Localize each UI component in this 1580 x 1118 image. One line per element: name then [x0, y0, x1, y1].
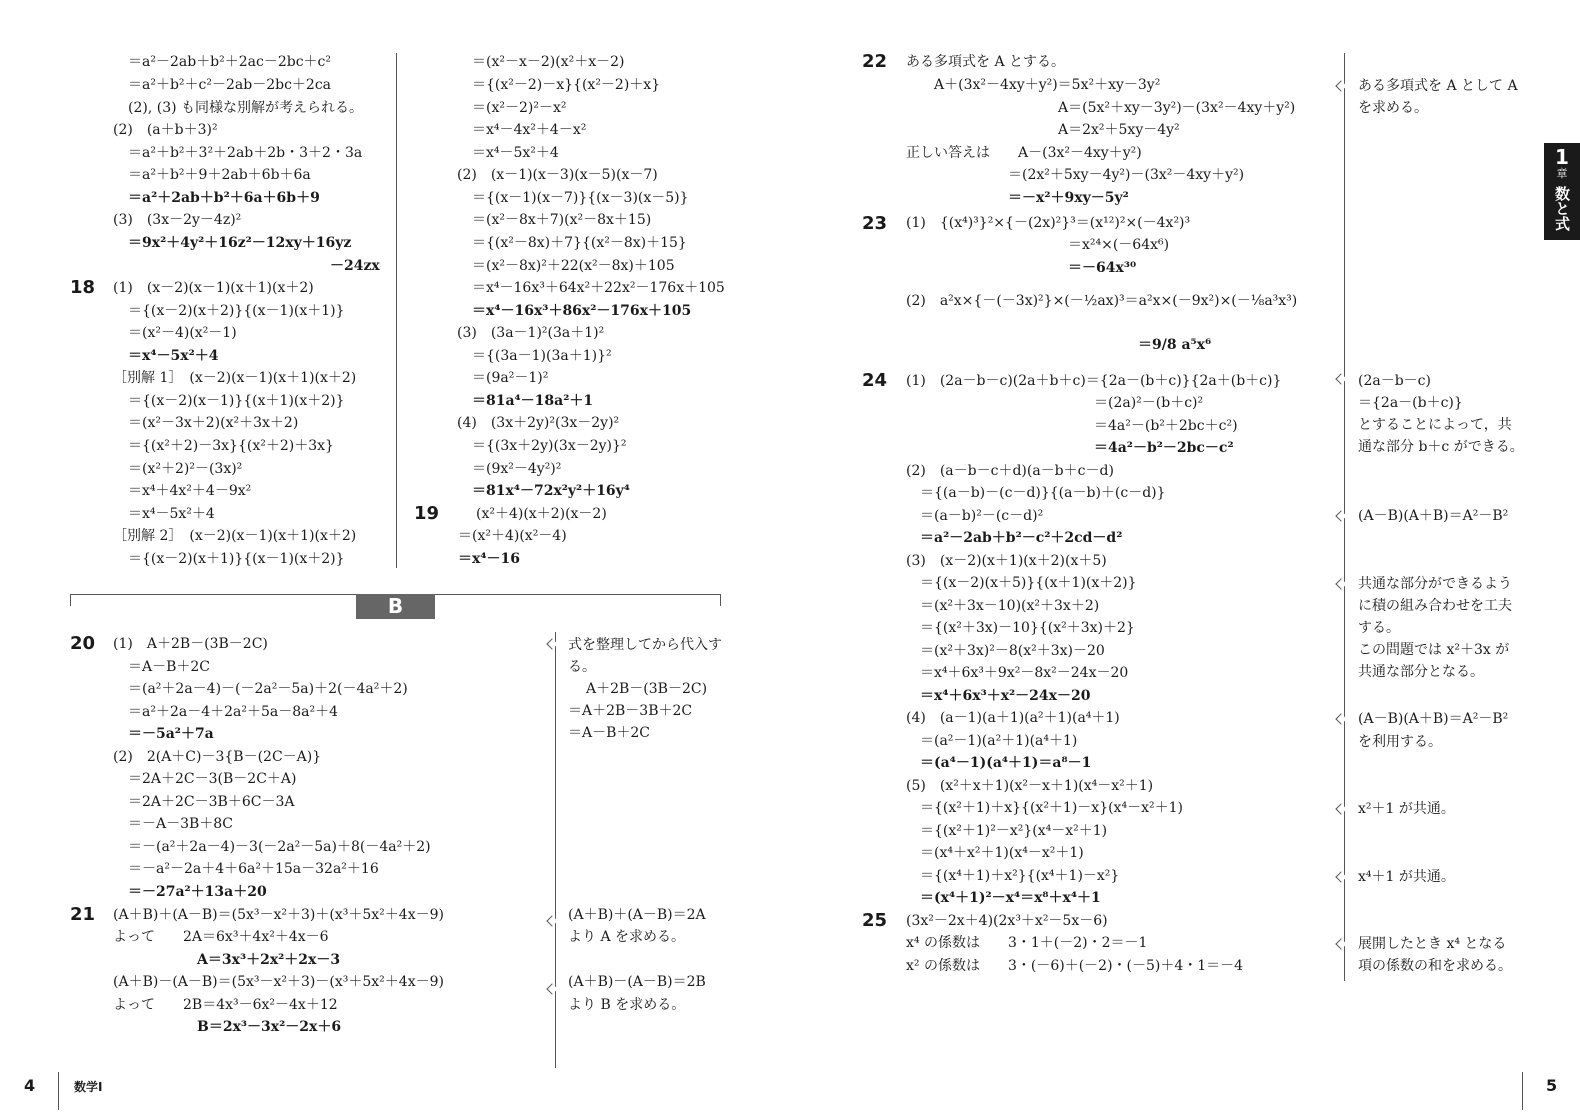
p17-line: ＝a²＋b²＋3²＋2ab＋2b・3＋2・3a [128, 145, 363, 161]
p21-line: (A＋B)－(A－B)＝(5x³－x²＋3)－(x³＋5x²＋4x－9) [113, 974, 444, 990]
p24-answer: ＝(x⁴＋1)²－x⁴＝x⁸＋x⁴＋1 [920, 890, 1101, 906]
p18b-line: ＝{(x²－2)－x}{(x²－2)＋x} [472, 77, 661, 93]
p18-line: ＝(x²＋2)²－(3x)² [128, 461, 243, 477]
p18b-line: ＝{(x²－8x)＋7}{(x²－8x)＋15} [472, 235, 687, 251]
section-rule-tick-right [720, 594, 721, 606]
p18b-line: ＝(x²－8x)²＋22(x²－8x)＋105 [472, 258, 675, 274]
p22-line: ある多項式を A とする。 [906, 54, 1066, 70]
p20-note: ＝A＋2B－3B＋2C [568, 703, 693, 719]
p24-note: x²＋1 が共通。 [1358, 801, 1455, 817]
p21-note: (A＋B)－(A－B)＝2B [568, 974, 706, 990]
p25-line: (3x²－2x＋4)(2x³＋x²－5x－6) [906, 913, 1108, 929]
p25-line: x⁴ の係数は 3・1＋(－2)・2＝－1 [906, 935, 1148, 951]
p21-note: より B を求める。 [568, 997, 686, 1013]
p19-line: (x²＋4)(x＋2)(x－2) [476, 506, 607, 522]
p24-note: x⁴＋1 が共通。 [1358, 869, 1455, 885]
p20-line: ＝－A－3B＋8C [128, 816, 233, 832]
p18-line: ＝{(x－2)(x＋2)}{(x－1)(x＋1)} [128, 303, 345, 319]
problem-number: 21 [70, 904, 96, 925]
p24-note: とすることによって，共 [1358, 417, 1512, 433]
p24-line: ＝{(x²＋3x)－10}{(x²＋3x)＋2} [920, 620, 1135, 636]
p24-line: ＝x⁴＋6x³＋9x²－8x²－24x－20 [920, 665, 1129, 681]
p17-answer: ＝a²＋2ab＋b²＋6a＋6b＋9 [128, 190, 320, 206]
subject-label: 数学Ⅰ [74, 1080, 103, 1094]
p25-note: 展開したとき x⁴ となる [1358, 936, 1507, 952]
p18b-line: (2) (x－1)(x－3)(x－5)(x－7) [457, 167, 658, 183]
p18b-line: ＝(x²－2)²－x² [472, 100, 567, 116]
chapter-tab [1544, 143, 1580, 240]
p25-line: x² の係数は 3・(－6)＋(－2)・(－5)＋4・1＝－4 [906, 958, 1244, 974]
p18-line: ［別解 1］ (x－2)(x－1)(x＋1)(x＋2) [113, 370, 357, 386]
p17-line: (2), (3) も同様な別解が考えられる。 [128, 100, 364, 116]
p20-line: ＝a²＋2a－4＋2a²＋5a－8a²＋4 [128, 704, 339, 720]
section-label: B [356, 594, 435, 619]
p18-answer: ＝x⁴－5x²＋4 [128, 348, 219, 364]
p20-note: ＝A－B＋2C [568, 725, 651, 741]
p22-line: ＝(2x²＋5xy－4y²)－(3x²－4xy＋y²) [1008, 167, 1245, 183]
p22-line: A＋(3x²－4xy＋y²)＝5x²＋xy－3y² [934, 77, 1161, 93]
p24-line: ＝(2a)²－(b＋c)² [1094, 395, 1204, 411]
problem-number: 19 [414, 503, 440, 524]
p20-line: ＝2A＋2C－3(B－2C＋A) [128, 771, 297, 787]
p20-line: (2) 2(A＋C)－3{B－(2C－A)} [113, 749, 322, 765]
p18b-answer: ＝x⁴－16x³＋86x²－176x＋105 [472, 303, 692, 319]
p24-line: ＝4a²－(b²＋2bc＋c²) [1094, 418, 1238, 434]
p21-line: よって 2B＝4x³－6x²－4x＋12 [113, 997, 338, 1013]
p20-note: A＋2B－(3B－2C) [586, 681, 708, 697]
p19-line: ＝(x²＋4)(x²－4) [458, 528, 567, 544]
p24-line: ＝{(x⁴＋1)＋x²}{(x⁴＋1)－x²} [920, 868, 1120, 884]
p18b-line: ＝{(3a－1)(3a＋1)}² [472, 348, 612, 364]
p24-line: (2) (a－b－c＋d)(a－b＋c－d) [906, 463, 1114, 479]
p20-note: 式を整理してから代入す [568, 637, 722, 653]
p22-line: A＝2x²＋5xy－4y² [1058, 122, 1180, 138]
p18b-line: (4) (3x＋2y)²(3x－2y)² [457, 415, 620, 431]
p24-line: (3) (x－2)(x＋1)(x＋2)(x＋5) [906, 553, 1107, 569]
p18b-line: ＝x⁴－16x³＋64x²＋22x²－176x＋105 [472, 280, 725, 296]
p22-note: を求める。 [1358, 100, 1428, 116]
p18-line: ＝(x²－4)(x²－1) [128, 325, 237, 341]
problem-number: 24 [862, 370, 888, 391]
p19-answer: ＝x⁴－16 [458, 551, 520, 567]
p24-note: この問題では x²＋3x が [1358, 642, 1510, 658]
section-rule-tick-left [70, 594, 71, 606]
p23-answer: ＝－64x³⁰ [1068, 260, 1137, 276]
p24-line: (4) (a－1)(a＋1)(a²＋1)(a⁴＋1) [906, 710, 1120, 726]
p18b-line: ＝x⁴－4x²＋4－x² [472, 122, 587, 138]
p21-answer: B＝2x³－3x²－2x＋6 [197, 1019, 342, 1035]
p18b-line: ＝(x²－8x＋7)(x²－8x＋15) [472, 212, 652, 228]
p23-line: ＝x²⁴×(－64x⁶) [1068, 237, 1170, 253]
p18-line: ＝{(x²＋2)－3x}{(x²＋2)＋3x} [128, 438, 334, 454]
p23-line: (1) {(x⁴)³}²×{－(2x)²}³＝(x¹²)²×(－4x²)³ [906, 215, 1191, 231]
p24-line: ＝{(x²＋1)＋x}{(x²＋1)－x}(x⁴－x²＋1) [920, 800, 1183, 816]
p24-answer: ＝4a²－b²－2bc－c² [1094, 440, 1234, 456]
p18-line: ［別解 2］ (x－2)(x－1)(x＋1)(x＋2) [113, 528, 357, 544]
p20-line: ＝(a²＋2a－4)－(－2a²－5a)＋2(－4a²＋2) [128, 681, 408, 697]
p24-line: ＝(a－b)²－(c－d)² [920, 508, 1044, 524]
problem-number: 20 [70, 633, 96, 654]
p18b-line: ＝{(x－1)(x－7)}{(x－3)(x－5)} [472, 190, 689, 206]
p24-line: ＝{(x²＋1)²－x²}(x⁴－x²＋1) [920, 823, 1108, 839]
page-number-left: 4 [24, 1076, 36, 1095]
p20-line: (1) A＋2B－(3B－2C) [113, 636, 268, 652]
footer-divider-right [1522, 1072, 1523, 1110]
p25-note: 項の係数の和を求める。 [1358, 958, 1512, 974]
p21-note: (A＋B)＋(A－B)＝2A [568, 907, 706, 923]
p24-line: (1) (2a－b－c)(2a＋b＋c)＝{2a－(b＋c)}{2a＋(b＋c)} [906, 373, 1282, 389]
p18b-answer: ＝81a⁴－18a²＋1 [472, 393, 594, 409]
p20-line: ＝2A＋2C－3B＋6C－3A [128, 794, 295, 810]
section-rule-right [435, 594, 721, 595]
p24-note: 通な部分 b＋c ができる。 [1358, 439, 1524, 455]
footer-divider-left [58, 1072, 59, 1110]
p18b-answer: ＝81x⁴－72x²y²＋16y⁴ [472, 483, 630, 499]
p20-answer: ＝－27a²＋13a＋20 [128, 884, 267, 900]
p22-note: ある多項式を A として A [1358, 78, 1518, 94]
p24-note: (A－B)(A＋B)＝A²－B² [1358, 711, 1509, 727]
p17-line: ＝a²＋b²＋c²－2ab－2bc＋2ca [128, 77, 332, 93]
p24-note: に積の組み合わせを工夫 [1358, 598, 1512, 614]
p18-line: ＝x⁴－5x²＋4 [128, 506, 215, 522]
p22-line: 正しい答えは A－(3x²－4xy＋y²) [906, 145, 1142, 161]
p18-line: ＝{(x－2)(x＋1)}{(x－1)(x＋2)} [128, 551, 345, 567]
section-rule-left [70, 594, 356, 595]
p24-line: ＝(x²＋3x－10)(x²＋3x＋2) [920, 598, 1100, 614]
p22-line: A＝(5x²＋xy－3y²)－(3x²－4xy＋y²) [1058, 100, 1296, 116]
chapter-number: 1 [1555, 145, 1569, 169]
p20-answer: ＝－5a²＋7a [128, 726, 214, 742]
p18-line: ＝{(x－2)(x－1)}{(x＋1)(x＋2)} [128, 393, 345, 409]
p20-line: ＝－a²－2a＋4＋6a²＋15a－32a²＋16 [128, 861, 379, 877]
note-divider-left [555, 632, 556, 1068]
p20-note: る。 [568, 659, 596, 675]
problem-number: 23 [862, 213, 888, 234]
p24-answer: ＝x⁴＋6x³＋x²－24x－20 [920, 688, 1091, 704]
problem-number: 18 [70, 277, 96, 298]
p24-line: (5) (x²＋x＋1)(x²－x＋1)(x⁴－x²＋1) [906, 778, 1154, 794]
p17-line: (2) (a＋b＋3)² [113, 122, 218, 138]
p24-line: ＝(x⁴＋x²＋1)(x⁴－x²＋1) [920, 845, 1084, 861]
p18b-line: ＝(x²－x－2)(x²＋x－2) [472, 54, 625, 70]
p21-note: より A を求める。 [568, 929, 686, 945]
p18-line: ＝x⁴＋4x²＋4－9x² [128, 483, 252, 499]
p20-line: ＝A－B＋2C [128, 659, 211, 675]
p17-answer: －24zx [330, 258, 380, 274]
p21-line: よって 2A＝6x³＋4x²＋4x－6 [113, 929, 329, 945]
p21-line: (A＋B)＋(A－B)＝(5x³－x²＋3)＋(x³＋5x²＋4x－9) [113, 907, 444, 923]
chapter-title: 数と式 [1553, 186, 1571, 231]
p17-line: ＝a²＋b²＋9＋2ab＋6b＋6a [128, 167, 311, 183]
p24-line: ＝{(x－2)(x＋5)}{(x＋1)(x＋2)} [920, 575, 1137, 591]
p17-answer: ＝9x²＋4y²＋16z²－12xy＋16yz [128, 235, 352, 251]
p23-answer: ＝9/8 a⁵x⁶ [1138, 337, 1212, 353]
p18-line: ＝(x²－3x＋2)(x²＋3x＋2) [128, 415, 299, 431]
p24-answer: ＝(a⁴－1)(a⁴＋1)＝a⁸－1 [920, 755, 1092, 771]
p18b-line: ＝(9a²－1)² [472, 370, 549, 386]
p18-line: (1) (x－2)(x－1)(x＋1)(x＋2) [113, 280, 314, 296]
p24-line: ＝(x²＋3x)²－8(x²＋3x)－20 [920, 643, 1105, 659]
p24-note: を利用する。 [1358, 734, 1442, 750]
p24-line: ＝{(a－b)－(c－d)}{(a－b)＋(c－d)} [920, 485, 1166, 501]
p18b-line: ＝{(3x＋2y)(3x－2y)}² [472, 438, 627, 454]
p24-answer: ＝a²－2ab＋b²－c²＋2cd－d² [920, 530, 1123, 546]
p17-line: ＝a²－2ab＋b²＋2ac－2bc＋c² [128, 54, 332, 70]
chapter-kanji: 章 [1556, 167, 1568, 180]
p24-line: ＝(a²－1)(a²＋1)(a⁴＋1) [920, 733, 1078, 749]
p18b-line: ＝(9x²－4y²)² [472, 461, 562, 477]
p24-note: ＝{2a－(b＋c)} [1358, 395, 1463, 411]
column-divider-top [396, 53, 397, 568]
p21-answer: A＝3x³＋2x²＋2x－3 [197, 952, 341, 968]
p24-note: 共通な部分となる。 [1358, 664, 1484, 680]
p20-line: ＝－(a²＋2a－4)－3(－2a²－5a)＋8(－4a²＋2) [128, 839, 431, 855]
p17-line: (3) (3x－2y－4z)² [113, 212, 242, 228]
p24-note: (A－B)(A＋B)＝A²－B² [1358, 508, 1509, 524]
p24-note: 共通な部分ができるよう [1358, 576, 1512, 592]
p24-note: (2a－b－c) [1358, 373, 1431, 389]
p23-line: (2) a²x×{－(－3x)²}×(－½ax)³＝a²x×(－9x²)×(－⅛a³x³) [906, 293, 1298, 309]
page-number-right: 5 [1546, 1076, 1558, 1095]
p18b-line: ＝x⁴－5x²＋4 [472, 145, 559, 161]
p18b-line: (3) (3a－1)²(3a＋1)² [457, 325, 605, 341]
problem-number: 22 [862, 51, 888, 72]
p22-answer: ＝－x²＋9xy－5y² [1008, 190, 1129, 206]
p24-note: する。 [1358, 620, 1400, 636]
problem-number: 25 [862, 910, 888, 931]
